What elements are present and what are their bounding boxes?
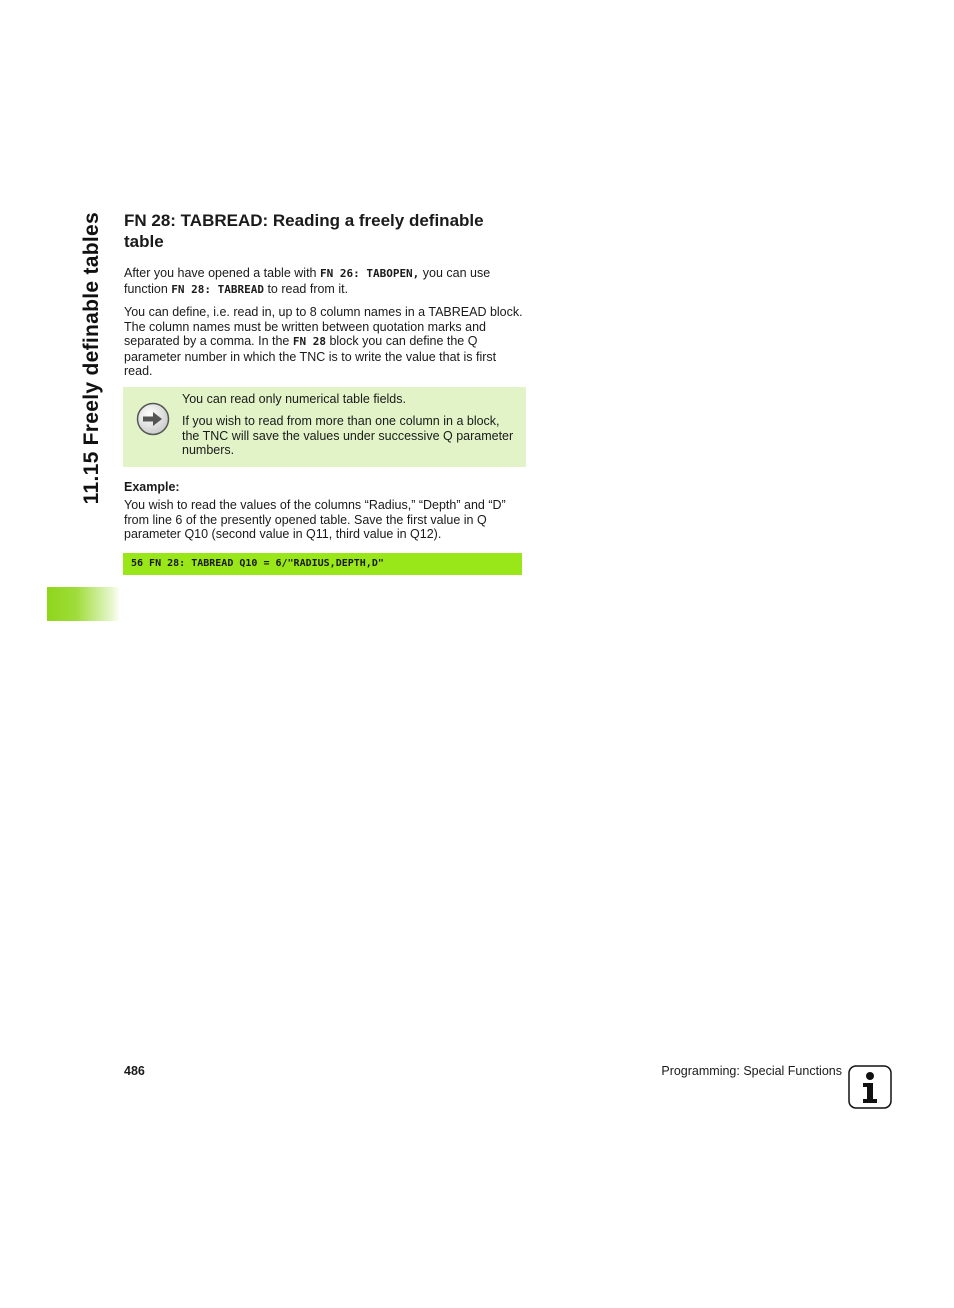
- chapter-tab-marker: [47, 587, 120, 621]
- note-line-2: If you wish to read from more than one column in a block, the TNC will save the values under successive Q parameter numbers.: [182, 414, 514, 457]
- code-example: 56 FN 28: TABREAD Q10 = 6/"RADIUS,DEPTH,D": [123, 553, 522, 575]
- paragraph-definition: You can define, i.e. read in, up to 8 column names in a TABREAD block. The column names must be written between quotation marks and separated by a comma. In the FN 28 block you can define the Q parameter number in which the TNC is to write the value that is first read.: [124, 305, 523, 378]
- main-content: [124, 210, 524, 575]
- code-fn28: FN 28: TABREAD: [171, 282, 264, 296]
- section-title: FN 28: TABREAD: Reading a freely definable table: [124, 211, 484, 251]
- footer-chapter: Programming: Special Functions: [661, 1064, 842, 1078]
- paragraph-intro: After you have opened a table with FN 26: TABOPEN, you can use function FN 28: TABREAD to read from it.: [124, 266, 491, 296]
- info-icon: [848, 1065, 892, 1109]
- chapter-side-title: [80, 212, 104, 622]
- note-box: [123, 387, 526, 467]
- code-fn28-inline: FN 28: [292, 335, 326, 348]
- note-line-1: You can read only numerical table fields.: [182, 391, 406, 406]
- chapter-side-title-text: 11.15 Freely definable tables: [80, 212, 103, 505]
- page-number: 486: [124, 1064, 145, 1078]
- code-fn26: FN 26: TABOPEN,: [319, 267, 420, 280]
- arrow-right-icon: [136, 402, 170, 436]
- example-label: Example:: [124, 479, 180, 494]
- example-text: You wish to read the values of the columns “Radius,” “Depth” and “D” from line 6 of the presently opened table. Save the first value in Q parameter Q10 (second value in Q11, third value in Q12).: [124, 498, 506, 541]
